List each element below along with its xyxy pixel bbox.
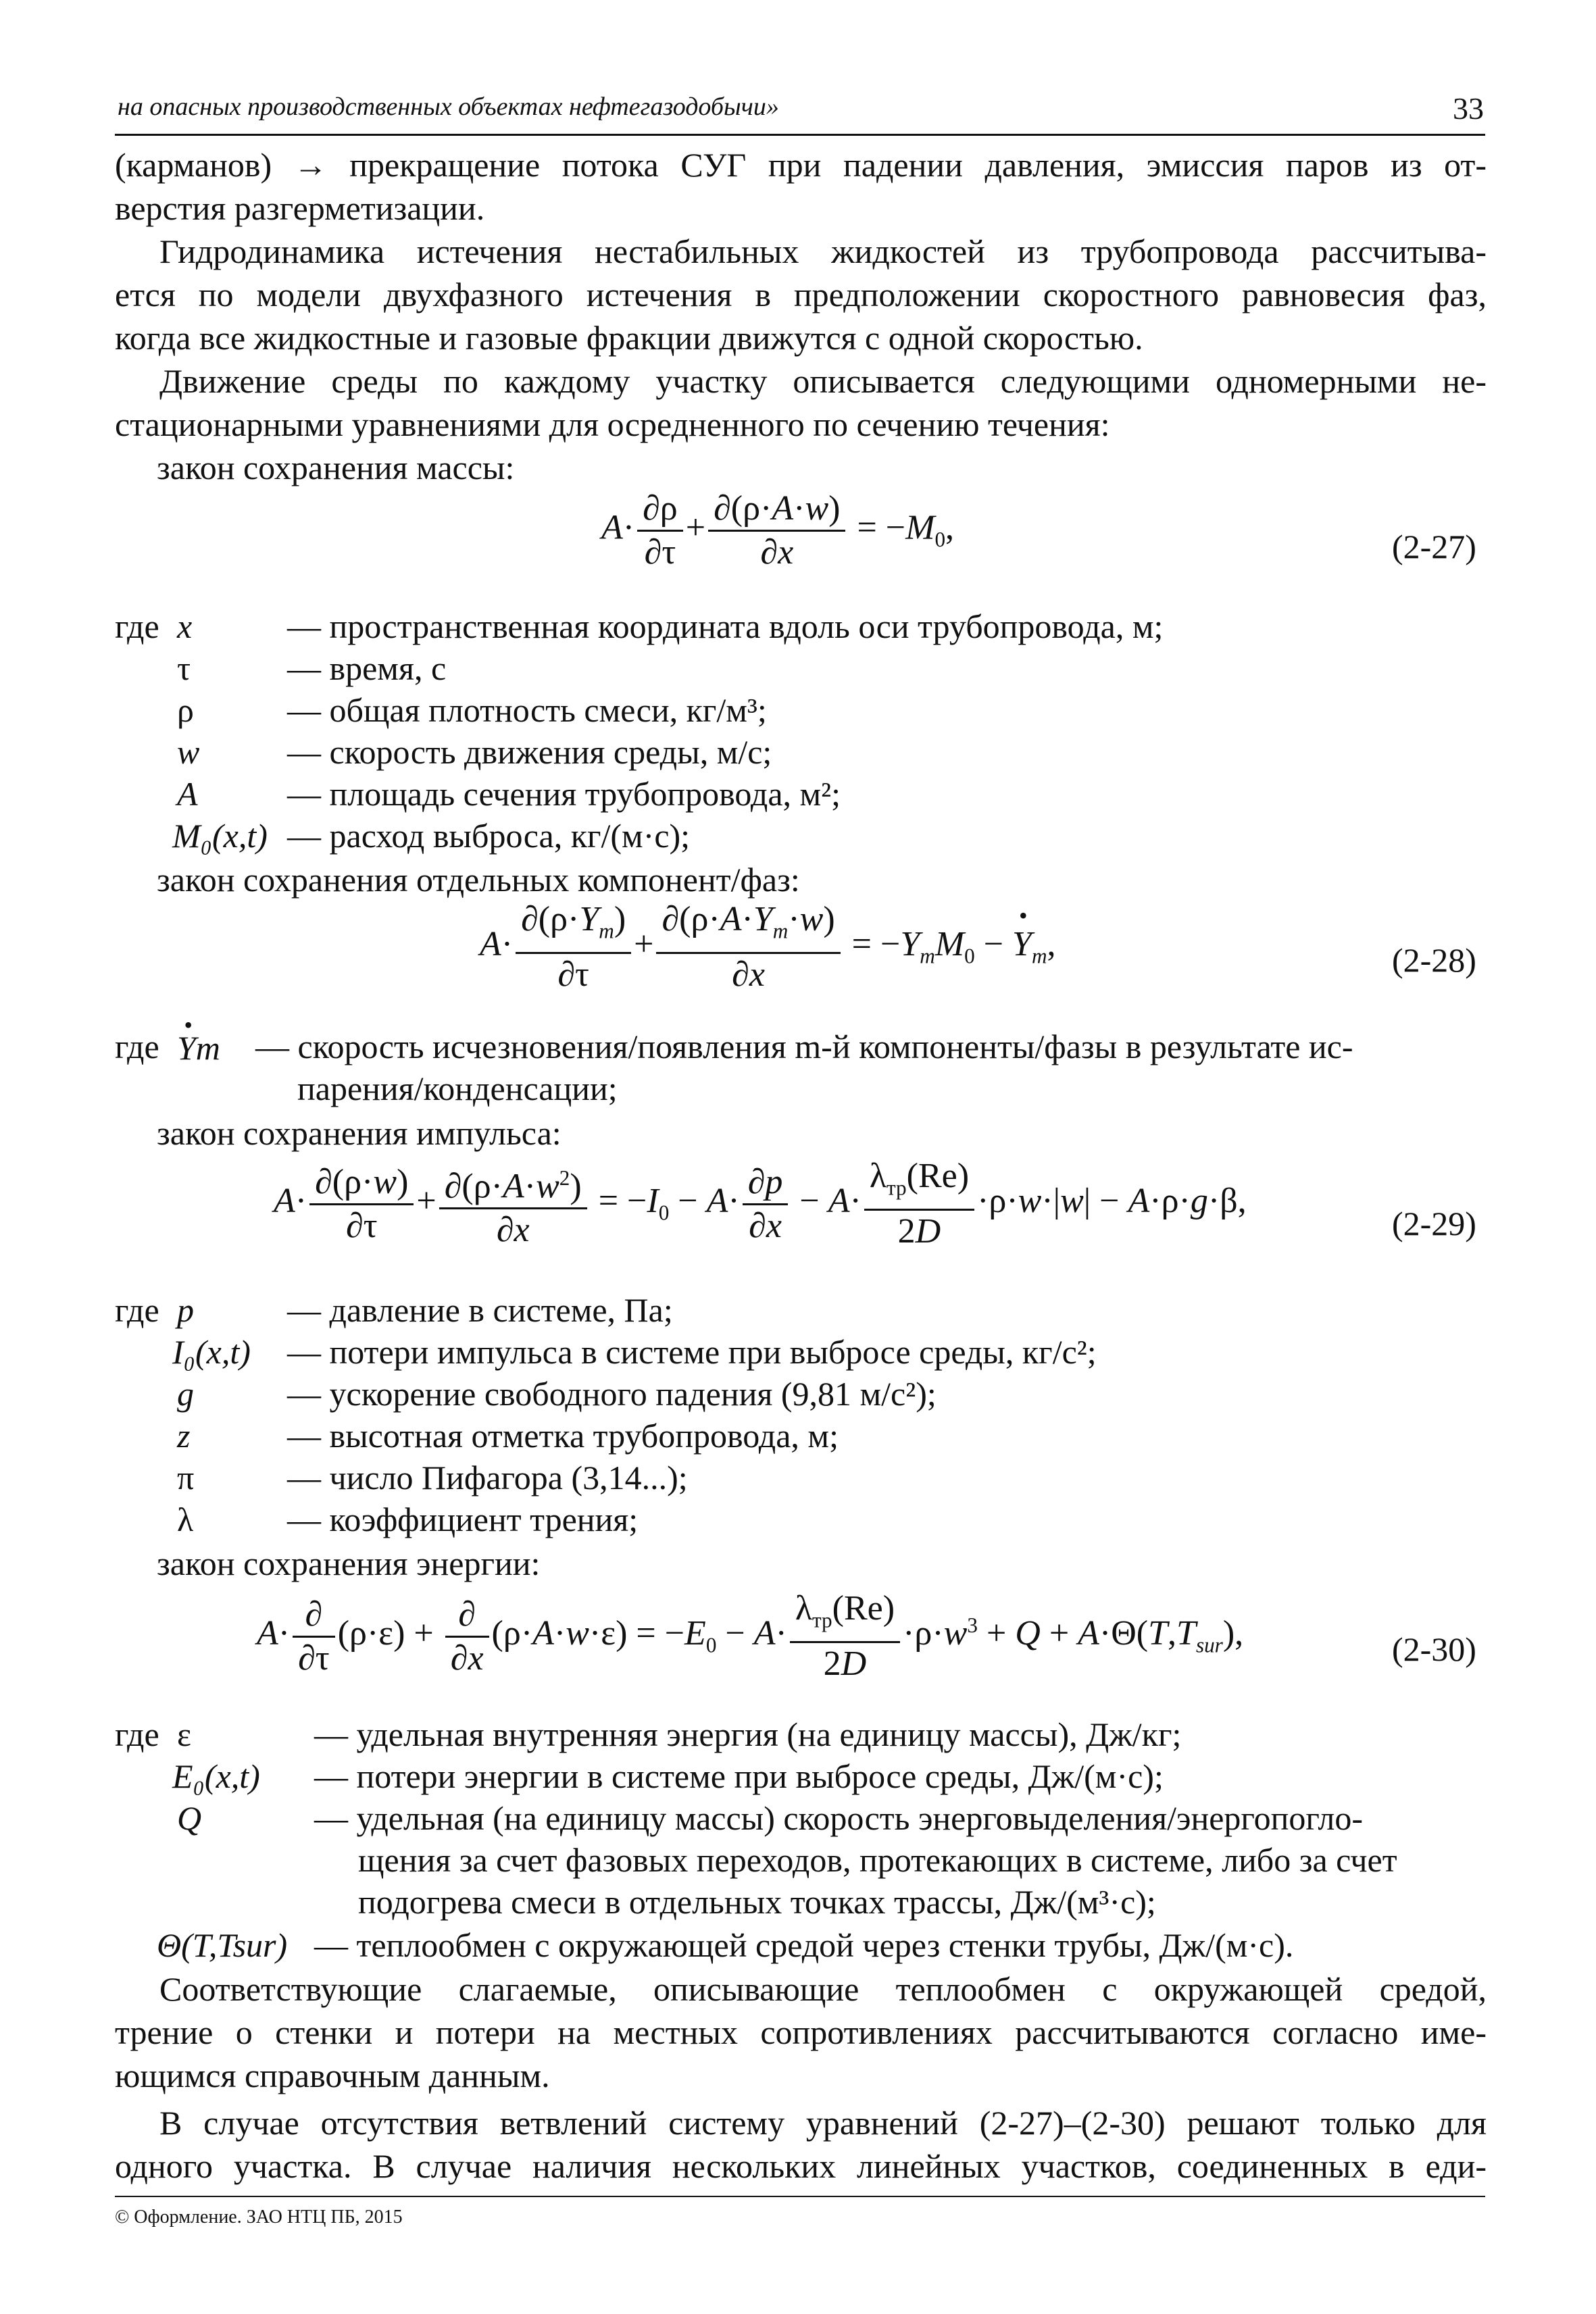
equation-number: (2-30)	[1392, 1630, 1476, 1668]
footer-rule	[115, 2196, 1485, 2197]
law-components: закон сохранения отдельных компонент/фаз:	[157, 861, 800, 899]
def-symbol: Θ(T,Tsur)	[157, 1926, 288, 1964]
def-text: — потери импульса в системе при выбросе среды, кг/с²;	[287, 1333, 1097, 1371]
text-line: (карманов) → прекращение потока СУГ при падении давления, эмиссия паров из от-	[115, 146, 1487, 184]
def-text: — пространственная координата вдоль оси трубопровода, м;	[287, 607, 1164, 645]
def-symbol: ε	[177, 1715, 191, 1753]
text-line: ющимся справочным данным.	[115, 2057, 550, 2094]
def-text: — потери энергии в системе при выбросе среды, Дж/(м·с);	[314, 1757, 1164, 1795]
paragraph-3	[115, 359, 1487, 446]
def-text: — скорость движения среды, м/с;	[287, 733, 772, 771]
def-text: — площадь сечения трубопровода, м²;	[287, 775, 841, 813]
def-text: — высотная отметка трубопровода, м;	[287, 1417, 839, 1455]
where-label: где	[115, 1028, 159, 1065]
text-line: одного участка. В случае наличия нескольких линейных участков, соединенных в еди-	[115, 2147, 1487, 2185]
def-symbol: ρ	[177, 691, 194, 729]
equation-2-29: A· $\frac{\partial(\rho\cdot w)}{\partial\tau}$ + $\frac{\partial(\rho\cdot A\cdot w^2)}{\partial x}$ = $-I_0 - A\cdot$ $\frac{\partial p}{\partial x}$ − A· $\frac{\lambda_{тр}(Re)}{2D}$ ·ρ·w·|w| − A·ρ·g·β,	[274, 1157, 1247, 1251]
equation-2-28: A· $\frac{\partial(\rho\cdot Y_m)}{\partial\tau}$ + $\frac{\partial(\rho\cdot A\cdot Y_m\cdot w)}{\partial x}$ = $-Y_mM_0$ − • $Y_m$,	[480, 899, 1055, 996]
def-text: — ускорение свободного падения (9,81 м/с²);	[287, 1375, 937, 1413]
def-symbol: p	[177, 1291, 194, 1329]
def-text: — скорость исчезновения/появления m-й компоненты/фазы в результате ис-	[255, 1028, 1353, 1065]
text-line: Движение среды по каждому участку описывается следующими одномерными не-	[159, 362, 1487, 400]
text-line: ется по модели двухфазного истечения в предположении скоростного равновесия фаз,	[115, 276, 1487, 313]
ym-dot-symbol: • Ym	[177, 1027, 220, 1069]
text-line: Соответствующие слагаемые, описывающие теплообмен с окружающей средой,	[159, 1970, 1487, 2008]
text-line: трение о стенки и потери на местных сопротивлениях рассчитываются согласно име-	[115, 2013, 1487, 2051]
def-text: щения за счет фазовых переходов, протекающих в системе, либо за счет	[358, 1841, 1397, 1879]
def-text: — удельная внутренняя энергия (на единицу массы), Дж/кг;	[314, 1715, 1182, 1753]
text-line: когда все жидкостные и газовые фракции движутся с одной скоростью.	[115, 319, 1143, 357]
paragraph-4	[115, 1967, 1487, 2097]
law-momentum: закон сохранения импульса:	[157, 1114, 562, 1152]
def-symbol: M₀(x,t)	[172, 817, 268, 855]
page-number: 33	[1453, 91, 1484, 126]
running-header: на опасных производственных объектах нефтегазодобычи»	[118, 93, 779, 121]
def-symbol: E₀(x,t)	[172, 1757, 260, 1795]
law-mass: закон сохранения массы:	[157, 449, 515, 486]
equation-number: (2-27)	[1392, 528, 1476, 565]
def-text: — общая плотность смеси, кг/м³;	[287, 691, 767, 729]
def-text: парения/конденсации;	[297, 1070, 618, 1107]
text-line: стационарными уравнениями для осредненного по сечению течения:	[115, 405, 1110, 443]
def-text: — давление в системе, Па;	[287, 1291, 673, 1329]
equation-2-30: A· $\frac{\partial}{\partial\tau}$ (ρ·ε) + $\frac{\partial}{\partial x}$ $(\rho\cdot A\cdot w\cdot\varepsilon) = -E_0 - A\cdot$ $\frac{\lambda_{тр}(Re)}{2D}$ $\cdot\rho\cdot w^3 + Q + A\cdot\Theta(T,T_{sur})$,	[257, 1589, 1244, 1684]
def-text: — удельная (на единицу массы) скорость энерговыделения/энергопогло-	[314, 1799, 1364, 1837]
def-symbol: τ	[177, 649, 191, 687]
def-symbol: z	[177, 1417, 191, 1455]
def-text: — коэффициент трения;	[287, 1501, 639, 1538]
text-line: верстия разгерметизации.	[115, 189, 485, 227]
paragraph-1	[115, 143, 1487, 230]
text-line: Гидродинамика истечения нестабильных жидкостей из трубопровода рассчитыва-	[159, 232, 1487, 270]
def-symbol: Q	[177, 1799, 202, 1837]
def-symbol: λ	[177, 1501, 194, 1538]
def-symbol: x	[177, 607, 193, 645]
def-symbol: I₀(x,t)	[172, 1333, 251, 1371]
equation-number: (2-28)	[1392, 941, 1476, 979]
def-text: — число Пифагора (3,14...);	[287, 1459, 688, 1496]
def-text: — расход выброса, кг/(м·с);	[287, 817, 691, 855]
def-symbol: π	[177, 1459, 195, 1496]
footer-copyright: © Оформление. ЗАО НТЦ ПБ, 2015	[115, 2207, 403, 2228]
def-text: подогрева смеси в отдельных точках трассы, Дж/(м³·с);	[358, 1883, 1156, 1921]
where-label: где	[115, 607, 159, 645]
def-symbol: A	[177, 775, 198, 813]
header-rule	[115, 134, 1485, 136]
equation-number: (2-29)	[1392, 1205, 1476, 1242]
paragraph-5	[115, 2101, 1487, 2188]
def-text: — теплообмен с окружающей средой через стенки трубы, Дж/(м·с).	[314, 1926, 1294, 1964]
def-symbol: g	[177, 1375, 194, 1413]
def-symbol	[177, 1027, 220, 1069]
where-label: где	[115, 1715, 159, 1753]
law-energy: закон сохранения энергии:	[157, 1544, 541, 1582]
equation-2-27: A· $\frac{\partial\rho}{\partial\tau}$ + $\frac{\partial(\rho\cdot A\cdot w)}{\partial x}$ = $-M_0$,	[601, 489, 955, 572]
paragraph-2	[115, 230, 1487, 359]
text-line: В случае отсутствия ветвлений систему уравнений (2-27)–(2-30) решают только для	[159, 2104, 1487, 2142]
def-text: — время, с	[287, 649, 447, 687]
where-label: где	[115, 1291, 159, 1329]
def-symbol: w	[177, 733, 200, 771]
